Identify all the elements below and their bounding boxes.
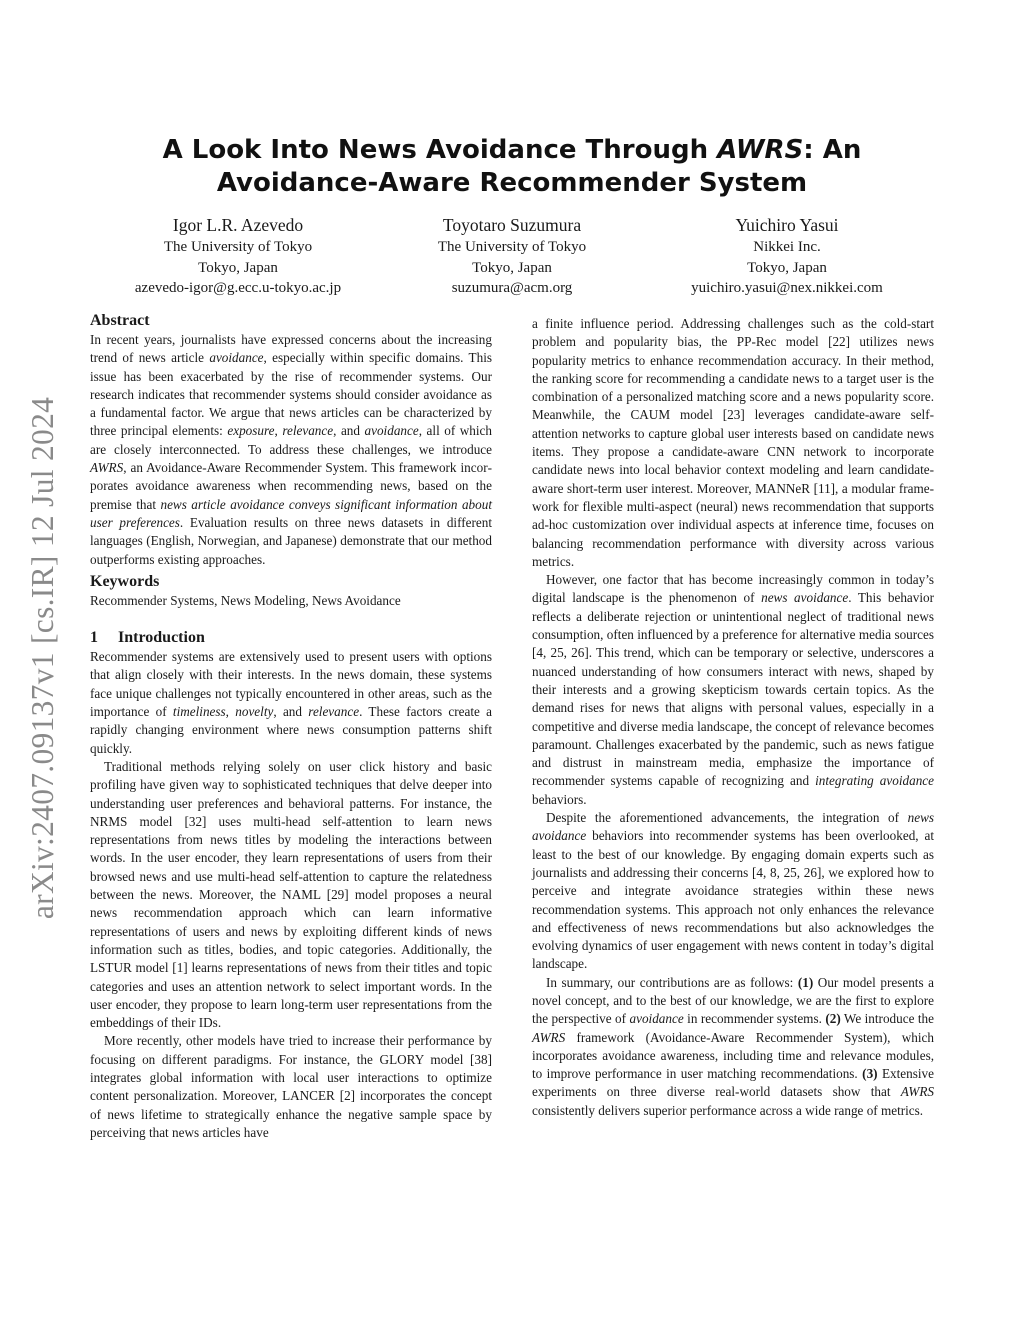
keywords-heading: Keywords — [90, 572, 160, 590]
text-emphasis: AWRS — [532, 1029, 566, 1045]
title-prefix: A Look Into News Avoidance Through — [162, 135, 718, 165]
text-run: behaviors into recommender systems has been overlooked, at least to the best of our knowledge. By engaging domain experts such as journalists and addressing their concerns [4, 8, 25, 26], we explored how to perceive and integrate avoidance strategies within these news recommendation systems. This approach not only enhances the relevance and effectiveness of news recommendations but also acknowledges the evolving dynamics of user engagement with news content in today’s digital landscape. — [532, 828, 934, 972]
section-title: Introduction — [118, 629, 205, 647]
abstract-run: . Evaluation results on three news datasets in different languages (English, Norwegian, and Japanese) demonstrate that our method outperforms existing approaches. — [90, 514, 492, 567]
abstract-run: , especially within specific domains. This issue has been exacerbated by the rise of recommender systems. Our research indicates that recommender systems should consider avoidance as a fundamental factor. We argue that news articles can be characterized by three principal elements: — [90, 350, 492, 439]
intro-paragraph-1 — [90, 648, 492, 758]
author-1 — [88, 214, 388, 299]
abstract-heading: Abstract — [90, 312, 150, 329]
abstract-run: , an Avoidance-Aware Recommender System. This framework incorporates avoidance awareness when recommending news, based on the premise that — [90, 460, 492, 512]
text-run: Despite the aforementioned advancements, the integration of — [546, 810, 908, 826]
author-email: azevedo-igor@g.ecc.u-tokyo.ac.jp — [134, 280, 342, 296]
author-2 — [362, 214, 662, 299]
author-affiliation: Nikkei Inc. — [753, 239, 821, 255]
abstract-emphasis: AWRS — [90, 460, 124, 476]
intro-paragraph-6 — [532, 809, 934, 974]
intro-paragraph-5 — [532, 571, 934, 809]
intro-paragraph-2: Traditional methods relying solely on user click history and basic profiling have given way to sophisticated techniques that delve deeper into understanding user preferences and behavioral patterns. For instance, the NRMS model [32] uses multi-head self-attention to learn news representations from news titles by modeling the interactions between words. In the user encoder, they learn representations of users from their browsed news and use multi-head self-attention to capture the relatedness between the news. Moreover, the NAML [29] model proposes a neural news recommendation approach which can learn informative representations of users and news by exploiting different kinds of news information such as titles, bodies, and topic categories. Additionally, the LSTUR model [1] learns representations of news from their titles and topic categories and uses an attention network to select important words. In the user encoder, they propose to learn long-term user representations from the embeddings of their IDs. — [90, 758, 492, 1031]
arxiv-identifier: arXiv:2407.09137v1 [cs.IR] 12 Jul 2024 — [25, 396, 61, 920]
intro-paragraph-4: a finite influence period. Addressing challenges such as the cold-start problem and popularity bias, the PP-Rec model [22] utilizes news popularity metrics to enhance recommendation accuracy. In their method, the ranking score for recommending a candidate news to a target user is the combination of a personalized matching score and a news popularity score. Meanwhile, the CAUM model [23] leverages candidate-aware self-attention networks to capture global user interests based on candidate news items. They propose a candidate-aware CNN network to incorporate candidate news into local behavior context modeling and learn candidate-aware short-term user interest. Moreover, MANNeR [11], a modular framework for flexible multi-aspect (neural) news recommendation that supports ad-hoc customization over individual aspects at inference time, focuses on balancing recommendation performance with diversity across various metrics. — [532, 316, 934, 569]
abstract-emphasis: exposure — [227, 423, 275, 439]
author-affiliation: The University of Tokyo — [437, 239, 587, 255]
abstract-emphasis: relevance — [282, 423, 334, 439]
text-run: Recommender systems are extensively used to present users with options that align closely with their interests. In the news domain, these systems face unique challenges not typically encountered in other areas, such as the importance of — [90, 649, 492, 720]
text-emphasis: novelty — [235, 704, 274, 720]
right-column — [532, 315, 934, 1120]
abstract-emphasis: news article avoidance conveys significant information about user preferences — [90, 496, 492, 530]
author-name: Yuichiro Yasui — [735, 215, 839, 235]
contribution-marker: (2) — [825, 1011, 841, 1027]
author-name: Igor L.R. Azevedo — [172, 215, 304, 235]
author-location: Tokyo, Japan — [472, 259, 552, 276]
text-emphasis: news avoidance — [761, 590, 849, 606]
paper-title — [120, 134, 904, 200]
author-email: suzumura@acm.org — [451, 280, 573, 296]
text-run: Our model presents a novel concept, and to the best of our knowledge, we are the first to explore the perspective of — [532, 974, 934, 1027]
text-run: in recommender systems. — [683, 1011, 826, 1027]
left-column — [90, 310, 492, 1142]
title-emphasis: AWRS — [717, 135, 804, 165]
author-email: yuichiro.yasui@nex.nikkei.com — [691, 280, 883, 296]
abstract-text — [90, 331, 492, 569]
introduction-heading — [90, 628, 492, 648]
author-name: Toyotaro Suzumura — [442, 215, 582, 235]
text-run: However, one factor that has become increasingly common in today’s digital landscape is the phenomenon of — [532, 572, 934, 606]
title-line1-suffix: : An — [803, 135, 862, 165]
title-line2: Avoidance-Aware Recommender System — [216, 168, 808, 198]
text-run: Extensive experiments on three diverse real-world datasets show that — [532, 1066, 934, 1100]
author-location: Tokyo, Japan — [198, 259, 278, 276]
text-run: framework (Avoidance-Aware Recommender System), which incorporates avoidance awareness, including time and relevance modules, to improve performance in user matching recommendations. — [532, 1029, 934, 1082]
abstract-run: In recent years, journalists have expressed concerns about the increasing trend of news article — [90, 332, 492, 366]
intro-paragraph-3: More recently, other models have tried to increase their performance by focusing on different paradigms. For instance, the GLORY model [38] integrates global information with local user interactions to optimize content personalization. Moreover, LANCER [2] incorporates the concept of news lifetime to strategically enhance the negative sample space by perceiving that news articles have — [90, 1033, 492, 1140]
text-run: . This behavior reflects a deliberate rejection or unintentional neglect of traditional news consumption, often influenced by a preference for alternative media sources [4, 25, 26]. This trend, which can be temporary or selective, underscores a nuanced understanding of how consumers interact with news, shaped by their interests and a growing skepticism towards certain topics. As the demand rises for news that aligns with personal values, especially in a competitive and diverse media landscape, the concept of relevance becomes paramount. Challenges exacerbated by the pandemic, such as news fatigue and distrust in mainstream media, emphasize the importance of recommender systems capable of recognizing and — [532, 590, 935, 789]
text-emphasis: avoidance — [629, 1011, 684, 1027]
abstract-run: , — [274, 423, 283, 439]
abstract-run: , and — [333, 423, 365, 439]
text-run: We introduce the — [840, 1011, 934, 1027]
intro-paragraph-7 — [532, 974, 934, 1120]
section-number: 1 — [90, 629, 98, 647]
author-block — [0, 214, 1024, 304]
text-emphasis: relevance — [308, 704, 360, 720]
contribution-marker: (3) — [862, 1066, 878, 1082]
text-emphasis: integrating avoidance — [815, 773, 934, 789]
text-emphasis: news avoidance — [532, 810, 934, 844]
arxiv-identifier-sidebar — [8, 376, 78, 940]
text-run: , and — [273, 704, 309, 720]
abstract-run: , all of which are closely interconnected. To address these challenges, we introduce — [90, 423, 493, 457]
text-run: In summary, our contributions are as follows: — [546, 974, 798, 990]
text-emphasis: AWRS — [900, 1084, 934, 1100]
text-run: consistently delivers superior performance across a wide range of metrics. — [532, 1102, 924, 1118]
author-3 — [637, 214, 937, 299]
author-affiliation: The University of Tokyo — [163, 239, 313, 255]
text-emphasis: timeliness — [172, 704, 226, 720]
contribution-marker: (1) — [797, 974, 814, 990]
text-run: behaviors. — [532, 791, 587, 807]
text-run: . These factors create a rapidly changing environment where news consumption patterns shift quickly. — [90, 704, 493, 756]
keywords-text: Recommender Systems, News Modeling, News Avoidance — [90, 592, 401, 608]
abstract-emphasis: avoidance — [364, 423, 419, 439]
abstract-emphasis: avoidance — [209, 350, 264, 366]
author-location: Tokyo, Japan — [747, 259, 827, 276]
text-run: , — [225, 704, 236, 720]
